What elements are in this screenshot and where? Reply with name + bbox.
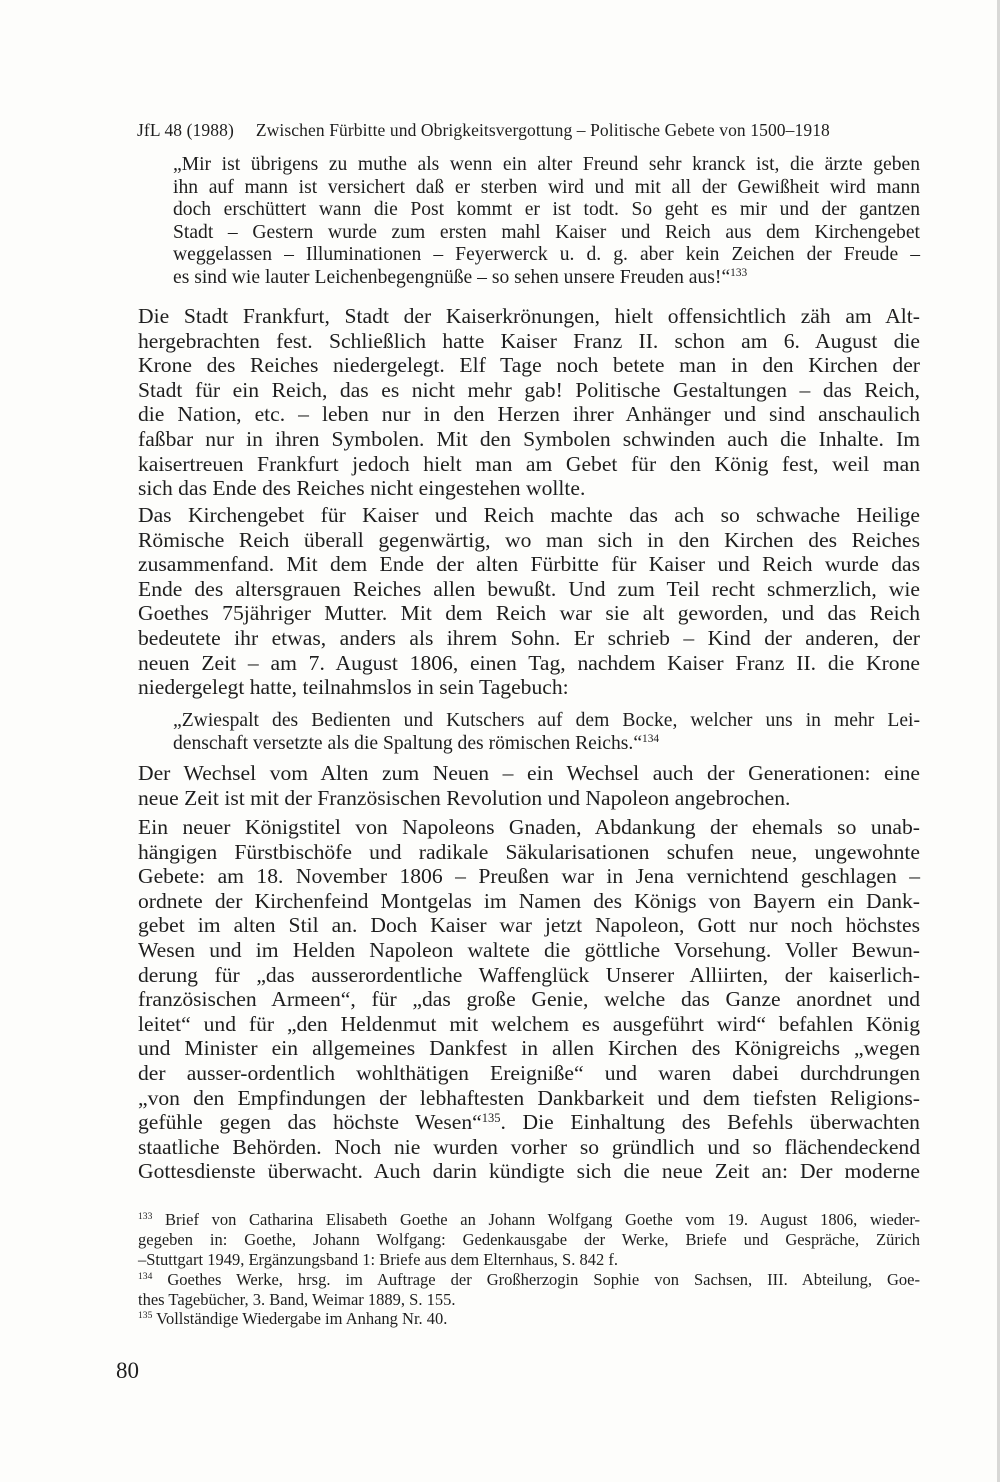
- text-line: gefühle gegen das höchste Wesen“$^{135}$. Die Einhaltung des Befehls überwachten: [138, 1110, 920, 1135]
- text-line: faßbar nur in ihren Symbolen. Mit den Symbolen schwinden auch die Inhalte. Im: [138, 426, 920, 451]
- block-quote-goethe-mother: [173, 154, 920, 289]
- text-line: Goethes 75jähriger Mutter. Mit dem Reich war sie alt geworden, und das Reich: [138, 601, 920, 626]
- text-line: neuen Zeit – am 7. August 1806, einen Tag, nachdem Kaiser Franz II. die Krone: [138, 650, 920, 675]
- text-line: Gottesdienste überwacht. Auch darin kündigte sich die neue Zeit an: Der moderne: [138, 1159, 920, 1184]
- footnote-number: 135: [138, 1310, 153, 1322]
- running-title: Zwischen Fürbitte und Obrigkeitsvergottung – Politische Gebete von 1500–1918: [255, 120, 830, 140]
- text-line: staatliche Behörden. Noch nie wurden vorher so gründlich und so flächendeckend: [138, 1134, 920, 1159]
- text-line: leitet“ und für „den Heldenmut mit welchem es ausgeführt wird“ befahlen König: [138, 1011, 920, 1036]
- text-line: der ausser-ordentlich wohlthätigen Ereigniße“ und waren dabei durchdrungen: [138, 1060, 920, 1085]
- text-line: und Minister ein allgemeines Dankfest in allen Kirchen des Königreichs „wegen: [138, 1036, 920, 1061]
- footnote-ref: 133: [730, 266, 748, 279]
- text-line: hergebrachten fest. Schließlich hatte Kaiser Franz II. schon am 6. August die: [138, 328, 920, 353]
- footnote-133: [138, 1210, 920, 1271]
- text-line: Gebete: am 18. November 1806 – Preußen war in Jena vernichtend geschlagen –: [138, 864, 920, 889]
- running-head: [137, 119, 927, 141]
- text-line: zusammenfand. Mit dem Ende der alten Fürbitte für Kaiser und Reich wurde das: [138, 552, 920, 577]
- quote-line: es sind wie lauter Leichenbegengnüße – so sehen unsere Freuden aus!“$^{133}$: [173, 266, 748, 288]
- text-line: französischen Armeen“, für „das große Genie, welche das Ganze anordnet und: [138, 987, 920, 1012]
- text-line: „von den Empfindungen der lebhaftesten Dankbarkeit und dem tiefsten Religions-: [138, 1085, 920, 1110]
- text-line: ordnete der Kirchenfeind Montgelas im Namen des Königs von Bayern ein Dank-: [138, 888, 920, 913]
- paragraph-frankfurt: [138, 304, 920, 501]
- text-line: bedeutete ihr etwas, anders als ihrem Sohn. Er schrieb – Kind der anderen, der: [138, 625, 920, 650]
- text-line: gebet im alten Stil an. Doch Kaiser war jetzt Napoleon, Gott nur noch höchstes: [138, 913, 920, 938]
- footnote-line: –Stuttgart 1949, Ergänzungsband 1: Briefe aus dem Elternhaus, S. 842 f.: [138, 1250, 618, 1270]
- paragraph-napoleon: [138, 815, 920, 1184]
- text-line: kaisertreuen Frankfurt jedoch hielt man am Gebet für den König fest, weil man: [138, 451, 920, 476]
- text-line: Römische Reich überall gegenwärtig, wo man sich in den Kirchen des Reiches: [138, 527, 920, 552]
- text-line: Ein neuer Königstitel von Napoleons Gnaden, Abdankung der ehemals so unab-: [138, 815, 920, 839]
- footnote-ref: 135: [481, 1110, 501, 1125]
- footnote-number: 133: [138, 1211, 153, 1223]
- text-line: neue Zeit ist mit der Französischen Revolution und Napoleon angebrochen.: [138, 785, 791, 810]
- page-number: 80: [116, 1358, 139, 1383]
- footnote-number: 134: [138, 1271, 153, 1283]
- text-line: Stadt für ein Reich, das es nicht mehr gab! Politische Gestaltungen – das Reich,: [138, 377, 920, 402]
- quote-line: „Zwiespalt des Bedienten und Kutschers auf dem Bocke, welcher uns in mehr Lei-: [173, 710, 920, 731]
- text-line: derung für „das ausserordentliche Waffenglück Unserer Alliirten, der kaiserlich-: [138, 962, 920, 987]
- footnote-ref: 134: [642, 732, 660, 745]
- quote-line: doch erschüttert wann die Post kommt er ist todt. So geht es mir und der gantzen: [173, 199, 920, 220]
- text-line: Die Stadt Frankfurt, Stadt der Kaiserkrönungen, hielt offensichtlich zäh am Alt-: [138, 304, 920, 328]
- footnote-line: gegeben in: Goethe, Johann Wolfgang: Gedenkausgabe der Werke, Briefe und Gespräche, Zürich: [138, 1230, 920, 1250]
- footnote-line: $^{133}$ Brief von Catharina Elisabeth Goethe an Johann Wolfgang Goethe vom 19. August 1806, wieder-: [138, 1210, 921, 1229]
- quote-line: weggelassen – Illuminationen – Feyerwerck u. d. g. aber kein Zeichen der Freude –: [173, 244, 920, 265]
- paragraph-kirchengebet: [138, 503, 920, 700]
- text-line: hängigen Fürstbischöfe und radikale Säkularisationen schufen neue, ungewohnte: [138, 839, 920, 864]
- text-line: die Nation, etc. – leben nur in den Herzen ihrer Anhänger und sind anschaulich: [138, 402, 920, 427]
- quote-line: denschaft versetzte als die Spaltung des römischen Reichs.“$^{134}$: [173, 732, 660, 754]
- quote-line: Stadt – Gestern wurde zum ersten mahl Kaiser und Reich aus dem Kirchengebet: [173, 221, 920, 243]
- text-line: Wesen und im Helden Napoleon waltete die göttliche Vorsehung. Voller Bewun-: [138, 937, 920, 962]
- footnote-line: $^{135}$ Vollständige Wiedergabe im Anhang Nr. 40.: [138, 1309, 448, 1328]
- quote-line: ihn auf mann ist versichert daß er sterben wird und mit all der Gewißheit wird mann: [173, 176, 920, 198]
- text-line: Das Kirchengebet für Kaiser und Reich machte das ach so schwache Heilige: [138, 503, 920, 527]
- text-line: niedergelegt hatte, teilnahmslos in sein Tagebuch:: [138, 675, 569, 700]
- paragraph-wechsel: [138, 761, 920, 810]
- footnote-134: [138, 1270, 920, 1310]
- text-line: Krone des Reiches niedergelegt. Elf Tage noch betete man in den Kirchen der: [138, 353, 920, 378]
- block-quote-goethe-diary: [173, 710, 920, 755]
- footnote-135: [138, 1309, 920, 1329]
- quote-line: „Mir ist übrigens zu muthe als wenn ein alter Freund sehr kranck ist, die ärzte geben: [173, 154, 920, 175]
- footnote-line: thes Tagebücher, 3. Band, Weimar 1889, S. 155.: [138, 1290, 456, 1310]
- text-line: Der Wechsel vom Alten zum Neuen – ein Wechsel auch der Generationen: eine: [138, 761, 920, 785]
- text-line: Ende des altersgrauen Reiches allen bewußt. Und zum Teil recht schmerzlich, wie: [138, 576, 920, 601]
- text-line: sich das Ende des Reiches nicht eingestehen wollte.: [138, 476, 586, 501]
- footnote-line: $^{134}$ Goethes Werke, hrsg. im Auftrage der Großherzogin Sophie von Sachsen, III. Abteilung, Goe-: [138, 1270, 920, 1289]
- journal-reference: JfL 48 (1988): [137, 120, 234, 140]
